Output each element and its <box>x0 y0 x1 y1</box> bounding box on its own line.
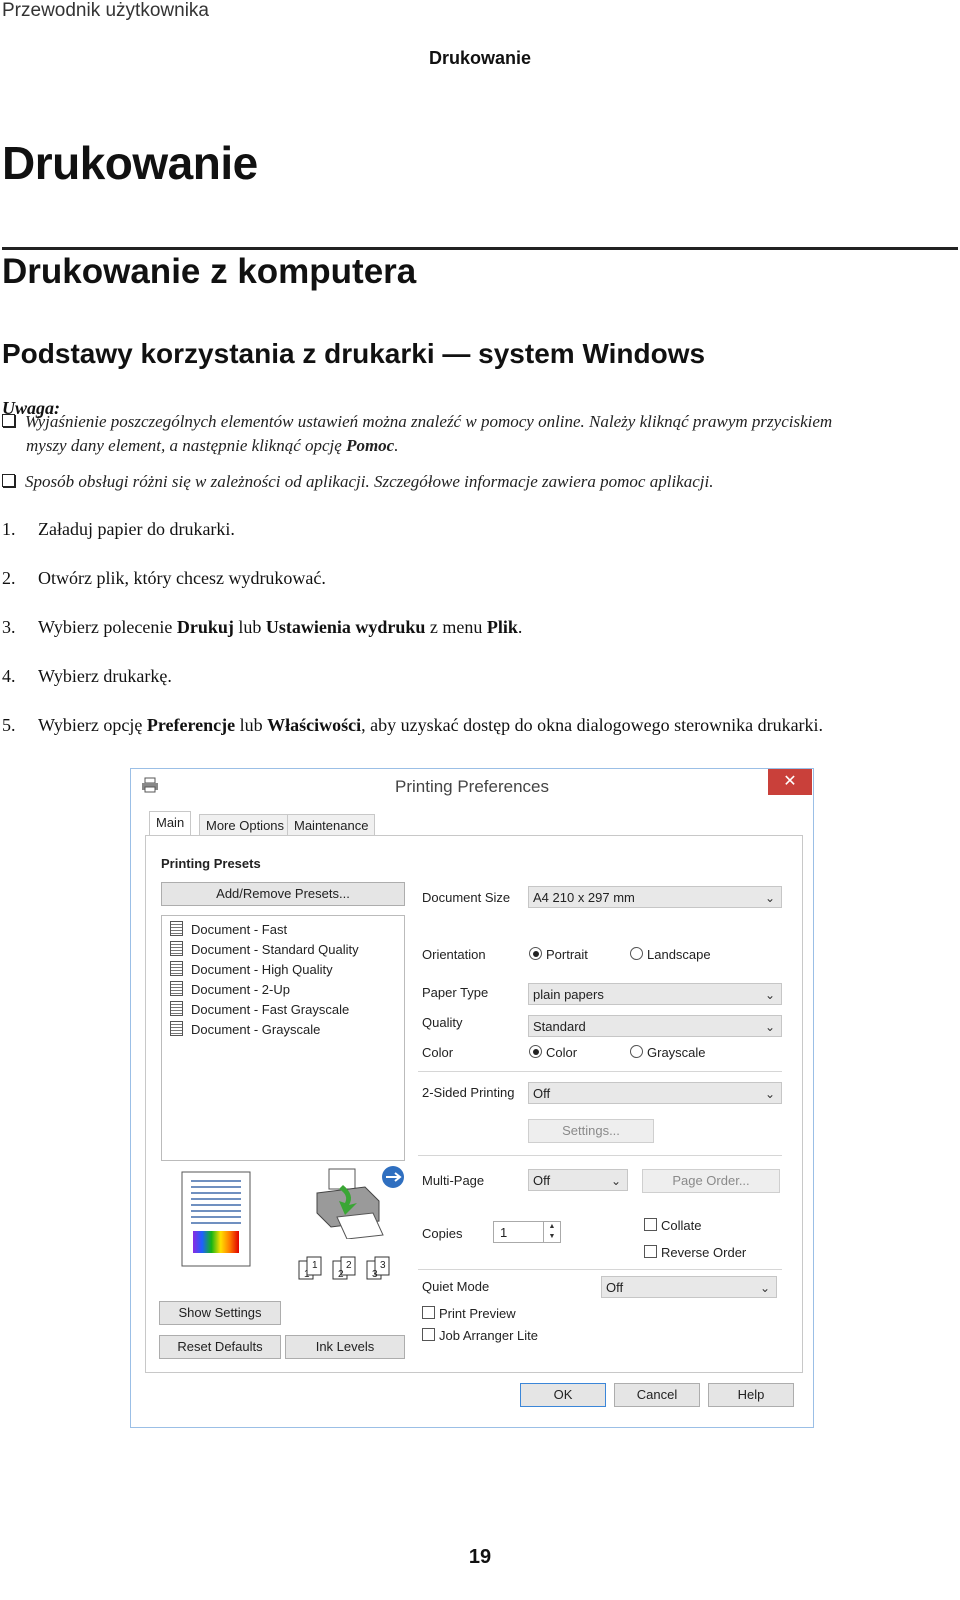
spinner-icon: ▲ ▼ <box>543 1222 560 1242</box>
list-item[interactable]: Document - Grayscale <box>170 1020 320 1040</box>
reset-defaults-button[interactable]: Reset Defaults <box>159 1335 281 1359</box>
step-5: 5. Wybierz opcję Preferencje lub Właściwości, aby uzyskać dostęp do okna dialogowego sterownika drukarki. <box>2 715 824 735</box>
list-item[interactable]: Document - 2-Up <box>170 980 290 1000</box>
copies-label: Copies <box>422 1226 463 1241</box>
add-remove-presets-button[interactable]: Add/Remove Presets... <box>161 882 405 906</box>
chevron-down-icon: ⌄ <box>759 1281 770 1295</box>
list-item[interactable]: Document - Fast <box>170 920 287 940</box>
chevron-down-icon: ⌄ <box>610 1174 621 1188</box>
multipage-select[interactable]: Off ⌄ <box>528 1169 628 1191</box>
dialog-title: Printing Preferences <box>394 777 550 796</box>
page-order-button[interactable]: Page Order... <box>642 1169 780 1193</box>
document-size-label: Document Size <box>422 890 511 905</box>
section-title: Drukowanie z komputera <box>2 252 417 291</box>
stack-label: 1 <box>312 1260 318 1271</box>
running-header: Przewodnik użytkownika <box>2 0 209 21</box>
quality-select[interactable]: Standard ⌄ <box>528 1015 782 1037</box>
ok-button[interactable]: OK <box>520 1383 606 1407</box>
stack-label: 2 <box>346 1260 352 1271</box>
quiet-mode-select[interactable]: Off ⌄ <box>601 1276 777 1298</box>
divider <box>418 1269 782 1270</box>
chevron-down-icon: ⌄ <box>764 1087 775 1101</box>
heading-rule <box>2 247 958 250</box>
two-sided-select[interactable]: Off ⌄ <box>528 1082 782 1104</box>
document-icon <box>170 921 183 936</box>
preset-list <box>161 915 405 1161</box>
document-icon <box>170 961 183 976</box>
chevron-down-icon: ⌄ <box>764 891 775 905</box>
print-preview-checkbox[interactable]: Print Preview <box>422 1306 516 1321</box>
collate-checkbox[interactable]: Collate <box>644 1218 701 1233</box>
stack-label: 3 <box>372 1269 378 1280</box>
tab-main[interactable]: Main <box>149 811 191 837</box>
orientation-label: Orientation <box>422 947 486 962</box>
cancel-button[interactable]: Cancel <box>614 1383 700 1407</box>
page-preview-icon <box>181 1171 251 1267</box>
settings-button[interactable]: Settings... <box>528 1119 654 1143</box>
stack-label: 3 <box>380 1260 386 1271</box>
copies-input[interactable]: 1 ▲ ▼ <box>493 1221 561 1243</box>
step-4: 4. Wybierz drukarkę. <box>2 666 172 686</box>
color-label: Color <box>422 1045 454 1060</box>
reverse-order-checkbox[interactable]: Reverse Order <box>644 1245 746 1260</box>
bullet-box-icon <box>2 474 15 487</box>
portrait-radio[interactable]: Portrait <box>529 947 588 962</box>
note-item-2: Sposób obsługi różni się w zależności od aplikacji. Szczegółowe informacje zawiera pomoc aplikacji. <box>2 470 713 494</box>
two-up-icon <box>170 981 183 996</box>
help-button[interactable]: Help <box>708 1383 794 1407</box>
quiet-mode-label: Quiet Mode <box>422 1279 490 1294</box>
document-icon <box>170 1021 183 1036</box>
ink-levels-button[interactable]: Ink Levels <box>285 1335 405 1359</box>
quality-label: Quality <box>422 1015 463 1030</box>
divider <box>418 1155 782 1156</box>
page-title: Drukowanie <box>2 137 258 189</box>
chevron-down-icon: ⌄ <box>764 1020 775 1034</box>
note-item-1: Wyjaśnienie poszczególnych elementów ustawień można znaleźć w pomocy online. Należy kliknąć prawym przyciskiem myszy dany element, a następnie kliknąć opcję Pomoc. <box>2 410 832 458</box>
grayscale-radio[interactable]: Grayscale <box>630 1045 706 1060</box>
step-3: 3. Wybierz polecenie Drukuj lub Ustawienia wydruku z menu Plik. <box>2 617 523 637</box>
chevron-down-icon: ⌄ <box>764 988 775 1002</box>
paper-type-select[interactable]: plain papers ⌄ <box>528 983 782 1005</box>
list-item[interactable]: Document - Standard Quality <box>170 940 359 960</box>
list-item[interactable]: Document - Fast Grayscale <box>170 1000 349 1020</box>
document-icon <box>170 1001 183 1016</box>
tab-more-options[interactable]: More Options <box>199 814 291 838</box>
two-sided-label: 2-Sided Printing <box>422 1085 515 1100</box>
tab-maintenance[interactable]: Maintenance <box>287 814 375 838</box>
list-item[interactable]: Document - High Quality <box>170 960 333 980</box>
document-size-select[interactable]: A4 210 x 297 mm ⌄ <box>528 886 782 908</box>
printing-preferences-dialog <box>130 768 814 1428</box>
landscape-radio[interactable]: Landscape <box>630 947 711 962</box>
divider <box>418 1071 782 1072</box>
color-radio[interactable]: Color <box>529 1045 577 1060</box>
close-button[interactable]: ✕ <box>768 769 812 795</box>
copy-stack-icon <box>296 1255 396 1283</box>
stack-label: 1 <box>304 1269 310 1280</box>
step-2: 2. Otwórz plik, który chcesz wydrukować. <box>2 568 326 588</box>
subsection-title: Podstawy korzystania z drukarki — system Windows <box>2 338 706 369</box>
job-arranger-checkbox[interactable]: Job Arranger Lite <box>422 1328 538 1343</box>
bullet-box-icon <box>2 414 15 427</box>
note-title: Uwaga: <box>2 398 60 418</box>
document-icon <box>170 941 183 956</box>
paper-type-label: Paper Type <box>422 985 489 1000</box>
multipage-label: Multi-Page <box>422 1173 485 1188</box>
printing-presets-heading: Printing Presets <box>161 856 261 871</box>
step-1: 1. Załaduj papier do drukarki. <box>2 519 235 539</box>
show-settings-button[interactable]: Show Settings <box>159 1301 281 1325</box>
page-number: 19 <box>468 1546 492 1568</box>
printer-illustration-icon <box>309 1165 407 1239</box>
stack-label: 2 <box>338 1269 344 1280</box>
section-header: Drukowanie <box>428 48 532 68</box>
